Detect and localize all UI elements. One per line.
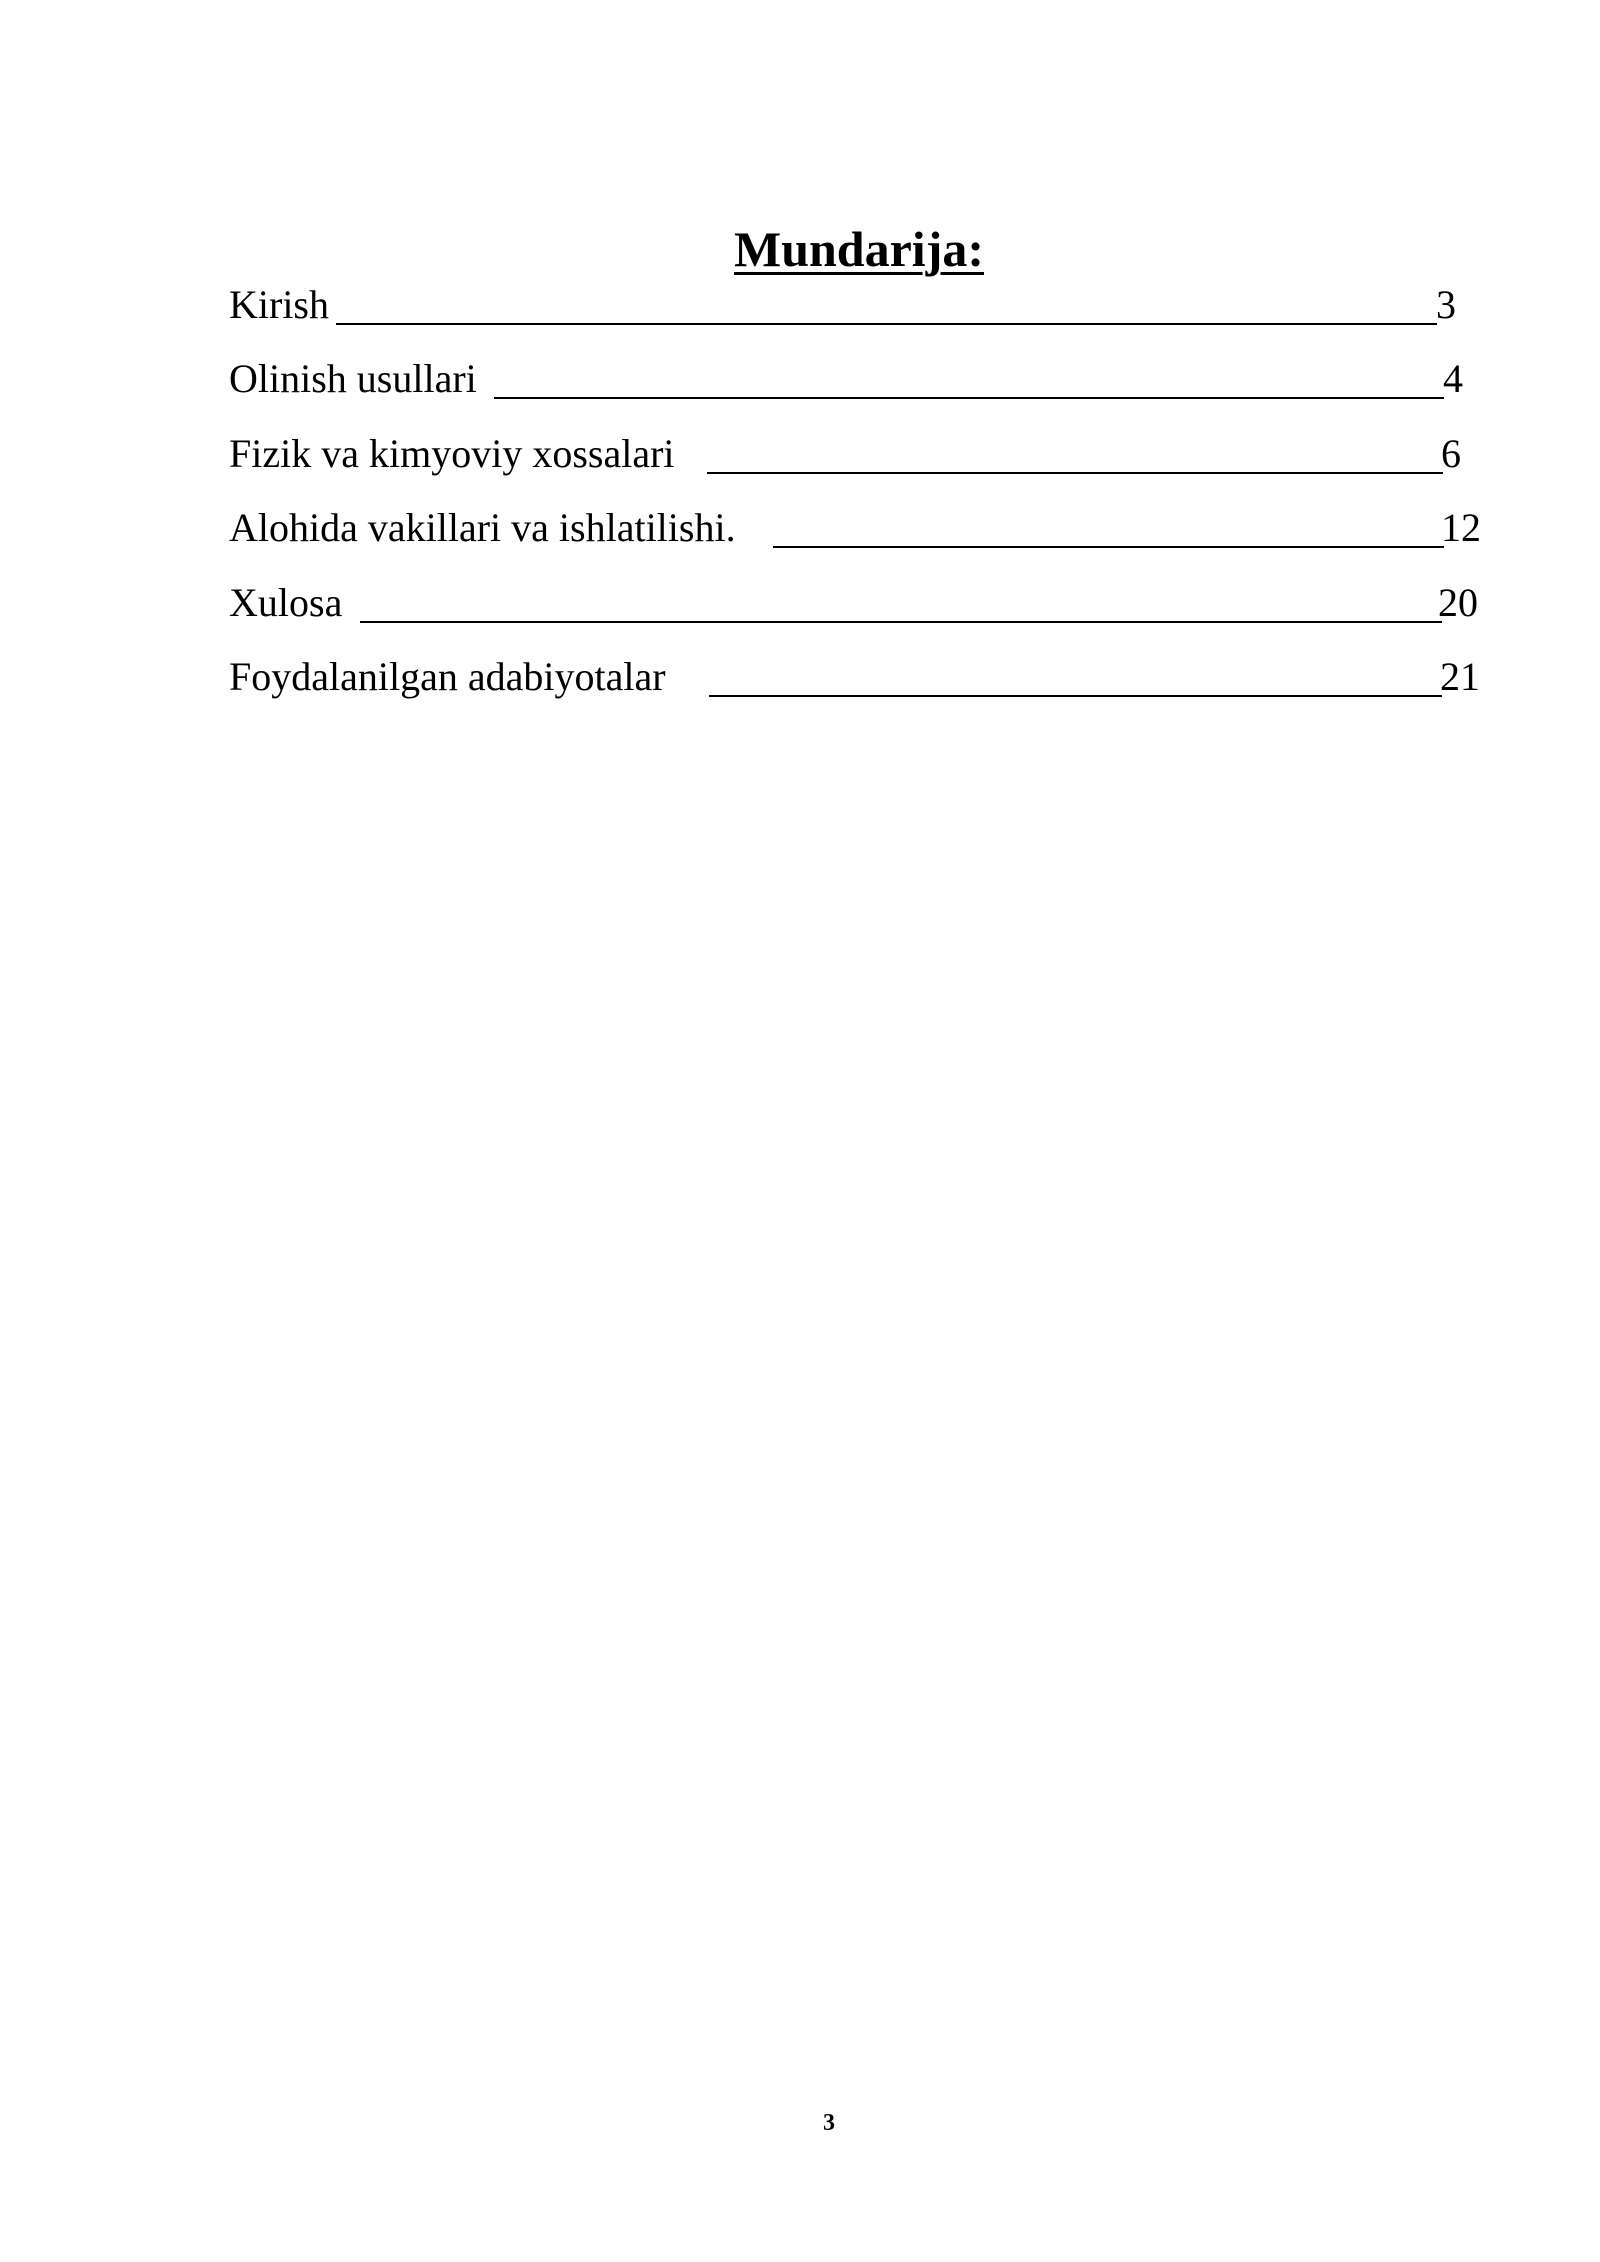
- toc-leader-line: [336, 323, 1437, 325]
- toc-entry-title: Fizik va kimyoviy xossalari: [229, 430, 675, 476]
- toc-entry-xulosa: [229, 574, 1489, 648]
- toc-entry-title: Olinish usullari: [229, 356, 477, 402]
- toc-entry-foydalanilgan-adabiyotalar: [229, 648, 1489, 722]
- toc-leader-line: [709, 695, 1442, 697]
- toc-entry-alohida-vakillari: [229, 499, 1489, 573]
- toc-entry-olinish-usullari: [229, 350, 1489, 424]
- toc-entry-title: Xulosa: [229, 579, 343, 625]
- toc-leader-line: [360, 621, 1442, 623]
- table-of-contents: [229, 276, 1489, 722]
- toc-entry-page: 12: [1441, 505, 1481, 551]
- toc-entry-page: 3: [1436, 282, 1456, 327]
- toc-entry-page: 20: [1438, 579, 1478, 625]
- toc-entry-page: 6: [1441, 430, 1461, 476]
- page-title: [0, 216, 1600, 282]
- toc-entry-page: 21: [1440, 653, 1480, 699]
- toc-entry-page: 4: [1443, 356, 1463, 402]
- toc-entry-title: Foydalanilgan adabiyotalar: [229, 653, 666, 699]
- toc-leader-line: [707, 472, 1443, 474]
- toc-entry-title: Alohida vakillari va ishlatilishi.: [229, 505, 736, 551]
- page-title-text: Mundarija:: [734, 221, 984, 277]
- page-number: 3: [823, 2110, 835, 2136]
- toc-entry-fizik-va-kimyoviy-xossalari: [229, 425, 1489, 499]
- toc-entry-kirish: [229, 276, 1489, 350]
- toc-leader-line: [773, 546, 1444, 548]
- toc-leader-line: [494, 397, 1444, 399]
- toc-entry-title: Kirish: [229, 282, 329, 327]
